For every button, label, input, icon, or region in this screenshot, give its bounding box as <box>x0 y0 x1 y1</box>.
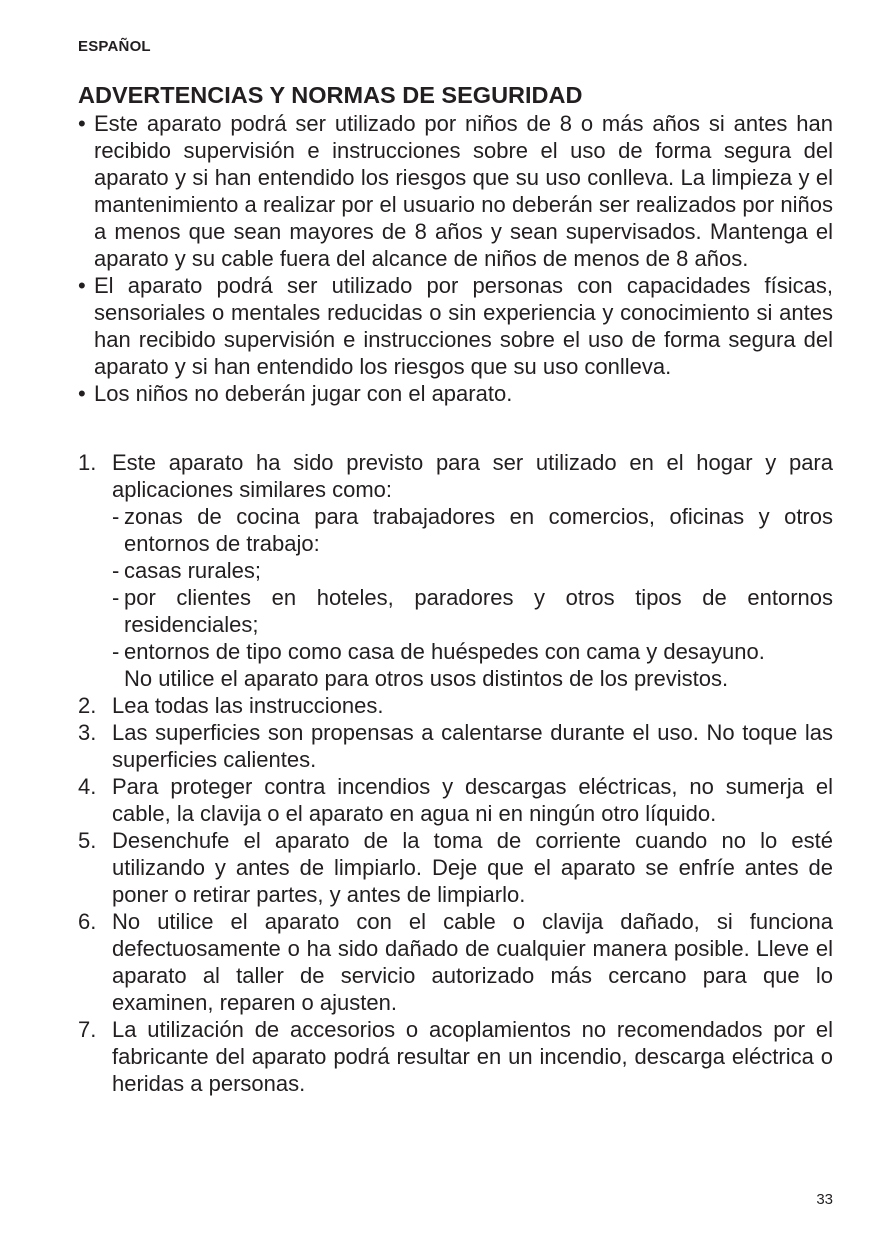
instruction-item <box>78 449 833 692</box>
page-number: 33 <box>816 1191 833 1208</box>
dash-marker: - <box>112 585 120 610</box>
dash-marker: - <box>112 639 120 664</box>
section-title: ADVERTENCIAS Y NORMAS DE SEGURIDAD <box>78 82 583 108</box>
dash-marker: - <box>112 558 120 583</box>
instruction-item <box>78 719 833 773</box>
dash-marker: - <box>112 504 120 529</box>
instruction-item <box>78 692 833 719</box>
instruction-number: 6. <box>78 909 97 934</box>
instruction-text: Las superficies son propensas a calentarse durante el uso. No toque las superficies calientes. <box>112 720 833 772</box>
bullet-icon: • <box>78 381 86 406</box>
sub-item-text: casas rurales; <box>124 558 261 583</box>
instruction-text: Desenchufe el aparato de la toma de corriente cuando no lo esté utilizando y antes de limpiarlo. Deje que el aparato se enfríe antes de poner o retirar partes, y antes de limpiarlo. <box>112 828 833 907</box>
instruction-item <box>78 908 833 1016</box>
instruction-text: Lea todas las instrucciones. <box>112 693 384 718</box>
bullet-icon: • <box>78 273 86 298</box>
sub-item <box>112 584 833 638</box>
instruction-item <box>78 827 833 908</box>
instruction-number: 2. <box>78 693 97 718</box>
page-content <box>78 80 833 1097</box>
instruction-text: La utilización de accesorios o acoplamientos no recomendados por el fabricante del aparato podrá resultar en un incendio, descarga eléctrica o heridas a personas. <box>112 1017 833 1096</box>
instruction-text: Este aparato ha sido previsto para ser utilizado en el hogar y para aplicaciones similares como: <box>112 450 833 502</box>
instruction-item <box>78 773 833 827</box>
sub-item <box>112 557 833 584</box>
sub-item-text: por clientes en hoteles, paradores y otros tipos de entornos residenciales; <box>124 585 833 637</box>
safety-bullet-list <box>78 110 833 407</box>
sub-item <box>112 638 833 665</box>
bullet-text: Los niños no deberán jugar con el aparato. <box>94 381 513 406</box>
instructions-list <box>78 449 833 1097</box>
instruction-number: 7. <box>78 1017 97 1042</box>
instruction-item <box>78 1016 833 1097</box>
instruction-text: No utilice el aparato con el cable o clavija dañado, si funciona defectuosamente o ha sido dañado de cualquier manera posible. Lleve el aparato al taller de servicio autorizado más cercano para que lo examinen, reparen o ajusten. <box>112 909 833 1015</box>
sub-item-text: zonas de cocina para trabajadores en comercios, oficinas y otros entornos de trabajo: <box>124 504 833 556</box>
bullet-item <box>78 272 833 380</box>
bullet-text: Este aparato podrá ser utilizado por niños de 8 o más años si antes han recibido supervisión e instrucciones sobre el uso de forma segura del aparato y si han entendido los riesgos que su uso conlleva. La limpieza y el mantenimiento a realizar por el usuario no deberán ser realizados por niños a menos que sean mayores de 8 años y sean supervisados. Mantenga el aparato y su cable fuera del alcance de niños de menos de 8 años. <box>94 111 833 271</box>
usage-sublist <box>112 503 833 665</box>
usage-note: No utilice el aparato para otros usos distintos de los previstos. <box>124 666 729 691</box>
instruction-number: 3. <box>78 720 97 745</box>
bullet-item <box>78 110 833 272</box>
instruction-number: 5. <box>78 828 97 853</box>
bullet-text: El aparato podrá ser utilizado por personas con capacidades físicas, sensoriales o mentales reducidas o sin experiencia y conocimiento si antes han recibido supervisión e instrucciones sobre el uso de forma segura del aparato y si han entendido los riesgos que su uso conlleva. <box>94 273 833 379</box>
bullet-item <box>78 380 833 407</box>
sub-item <box>112 503 833 557</box>
instruction-number: 4. <box>78 774 97 799</box>
instruction-text: Para proteger contra incendios y descargas eléctricas, no sumerja el cable, la clavija o el aparato en agua ni en ningún otro líquido. <box>112 774 833 826</box>
sub-item-text: entornos de tipo como casa de huéspedes con cama y desayuno. <box>124 639 765 664</box>
language-label: ESPAÑOL <box>78 38 151 55</box>
instruction-number: 1. <box>78 450 97 475</box>
bullet-icon: • <box>78 111 86 136</box>
